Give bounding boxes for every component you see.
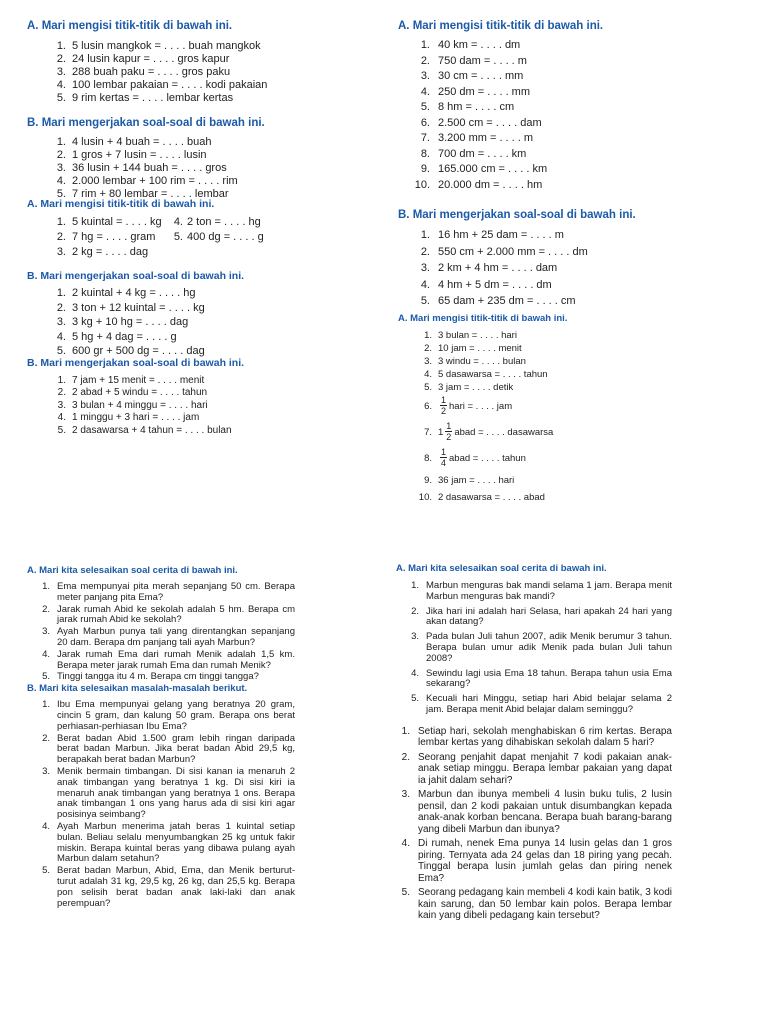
- top-right-column: [398, 18, 748, 506]
- list-item: 3. 3 kg + 10 hg = . . . . dag: [56, 316, 189, 328]
- list-item: 2. Seorang penjahit dapat menjahit 7 kodi pakaian anak-anak setiap minggu. Berapa lembar pakaian yang dapat ia jahit dalam sehari?: [401, 751, 672, 786]
- exercise-list: [27, 40, 367, 105]
- list-item: 3. 36 lusin + 144 buah = . . . . gros: [56, 162, 227, 174]
- list-item: 4. Sewindu lagi usia Ema 18 tahun. Berapa tahun usia Ema sekarang?: [411, 667, 672, 690]
- list-item: 4. Di rumah, nenek Ema punya 14 lusin gelas dan 1 gros piring. Ternyata ada 24 gelas dan 18 piring yang pecah. Tinggal berapa lusin jumlah gelas dan piring nenek Ema?: [401, 838, 672, 884]
- bottom-left-column: [27, 564, 295, 910]
- list-item: 5. 400 dg = . . . . g: [173, 231, 264, 243]
- story-list: [27, 700, 295, 909]
- list-item: 3. 3 bulan + 4 minggu = . . . . hari: [57, 399, 208, 411]
- list-item: 5. Berat badan Marbun, Abid, Ema, dan Menik berturut-turut adalah 31 kg, 29,5 kg, 26 kg, dan 25,5 kg. Berapa pon selisih berat badan anak laki-laki dan anak perempuan?: [42, 865, 295, 909]
- section-heading: B. Mari mengerjakan soal-soal di bawah ini.: [27, 270, 245, 282]
- list-item: 9. 165.000 cm = . . . . km: [420, 163, 548, 175]
- list-item: 5. 7 rim + 80 lembar = . . . . lembar: [56, 188, 229, 200]
- list-item: 9. 36 jam = . . . . hari: [424, 474, 515, 486]
- bottom-right-column: [396, 562, 672, 925]
- list-item: 1. 40 km = . . . . dm: [420, 39, 521, 51]
- list-item: 2. 3 ton + 12 kuintal = . . . . kg: [56, 301, 205, 314]
- list-item: 4. 2 ton = . . . . hg: [173, 216, 261, 228]
- section-heading: B. Mari mengerjakan soal-soal di bawah ini.: [27, 356, 245, 369]
- list-item: 1. Ibu Ema mempunyai gelang yang beratnya 20 gram, cincin 5 gram, dan kalung 50 gram. Berapa ons berat perhiasan-perhiasan Ibu Ema?: [42, 699, 295, 732]
- list-item: 3. Pada bulan Juli tahun 2007, adik Menik berumur 3 tahun. Berapa bulan umur adik Menik pada bulan Juli tahun 2008?: [411, 631, 672, 664]
- list-item: 1. 16 hm + 25 dam = . . . . m: [420, 229, 564, 241]
- list-item: 5. 2 dasawarsa + 4 tahun = . . . . bulan: [57, 424, 232, 436]
- fraction: $\frac{1}{4}$: [441, 447, 447, 469]
- list-item: 1. 7 jam + 15 menit = . . . . menit: [57, 374, 205, 386]
- list-item: 4. Jarak rumah Ema dari rumah Menik adalah 1,5 km. Berapa meter jarak rumah Ema dan rumah Menik?: [42, 648, 295, 671]
- list-item: 5. 3 jam = . . . . detik: [424, 381, 514, 393]
- section-heading: A. Mari mengisi titik-titik di bawah ini.: [27, 198, 215, 210]
- list-item: 2. 750 dam = . . . . m: [420, 54, 527, 67]
- section-heading: B. Mari kita selesaikan masalah-masalah berikut.: [27, 683, 248, 695]
- fraction: $\frac{1}{2}$: [446, 421, 452, 443]
- exercise-list: [398, 38, 748, 193]
- section-heading: A. Mari kita selesaikan soal cerita di bawah ini.: [396, 563, 607, 574]
- list-item: 7. 3.200 mm = . . . . m: [420, 132, 534, 144]
- list-item: 3. 2 kg = . . . . dag: [56, 246, 149, 258]
- section-heading: A. Mari kita selesaikan soal cerita di bawah ini.: [27, 565, 238, 576]
- list-item: 1. 4 lusin + 4 buah = . . . . buah: [56, 136, 212, 148]
- list-item: 4. Ayah Marbun menerima jatah beras 1 kuintal setiap bulan. Beliau selalu menyumbangkan 25 kg untuk fakir miskin. Berapa kuintal beras yang dibawa pulang ayah Marbun dalam setahun?: [42, 820, 295, 865]
- list-item: 10. 2 dasawarsa = . . . . abad: [418, 491, 545, 503]
- list-item: 2. Jarak rumah Abid ke sekolah adalah 5 hm. Berapa cm jarak rumah Abid ke sekolah?: [42, 603, 295, 626]
- list-item: 4. 2.000 lembar + 100 rim = . . . . rim: [56, 175, 238, 187]
- list-item: 1. 2 kuintal + 4 kg = . . . . hg: [56, 287, 196, 299]
- exercise-list: [27, 286, 367, 359]
- list-item: 1. 5 kuintal = . . . . kg: [56, 216, 162, 228]
- section-heading: A. Mari mengisi titik-titik di bawah ini.: [27, 20, 233, 32]
- section-heading: B. Mari mengerjakan soal-soal di bawah ini.: [398, 209, 636, 221]
- list-item: 4. 5 dasawarsa = . . . . tahun: [424, 368, 548, 380]
- list-item: 1. Marbun menguras bak mandi selama 1 jam. Berapa menit Marbun menguras bak mandi?: [411, 580, 672, 602]
- list-item: 2. Jika hari ini adalah hari Selasa, hari apakah 24 hari yang akan datang?: [411, 605, 672, 628]
- list-item: 6. 2.500 cm = . . . . dam: [420, 116, 542, 129]
- top-left-column: [27, 18, 367, 437]
- list-item: 5. Tinggi tangga itu 4 m. Berapa cm tinggi tangga?: [42, 671, 259, 683]
- list-item: 1. 3 bulan = . . . . hari: [424, 329, 517, 341]
- list-item: 4. 250 dm = . . . . mm: [420, 85, 531, 98]
- list-item: 3. 3 windu = . . . . bulan: [424, 355, 526, 367]
- time-exercise-block: [398, 312, 748, 506]
- list-item: 2. 7 hg = . . . . gram: [56, 231, 156, 243]
- list-item: 2. 550 cm + 2.000 mm = . . . . dm: [420, 245, 588, 258]
- list-item: 1. 5 lusin mangkok = . . . . buah mangkok: [56, 40, 261, 52]
- section-heading: B. Mari mengerjakan soal-soal di bawah ini.: [27, 117, 265, 129]
- list-item: 2. 10 jam = . . . . menit: [424, 342, 522, 354]
- list-item: 3. 2 km + 4 hm = . . . . dam: [420, 262, 558, 274]
- list-item: 4. 100 lembar pakaian = . . . . kodi pakaian: [56, 79, 268, 91]
- exercise-list: [398, 329, 748, 506]
- fraction: $\frac{1}{2}$: [441, 395, 447, 417]
- story-list: [396, 726, 672, 922]
- section-heading: A. Mari mengisi titik-titik di bawah ini.: [398, 20, 604, 32]
- exercise-list: [27, 136, 367, 201]
- list-item: 3. 288 buah paku = . . . . gros paku: [56, 66, 231, 78]
- section-heading: A. Mari mengisi titik-titik di bawah ini.: [398, 312, 568, 324]
- list-item: 2. 1 gros + 7 lusin = . . . . lusin: [56, 149, 207, 161]
- list-item: 5. Seorang pedagang kain membeli 4 kodi kain batik, 3 kodi kain sarung, dan 50 lembar kain polos. Berapa lembar kain yang dibeli pedagang kain tersebut?: [401, 887, 672, 922]
- list-item: 5. 8 hm = . . . . cm: [420, 101, 515, 113]
- list-item: 2. Berat badan Abid 1.500 gram lebih ringan daripada berat badan Marbun. Jika berat badan Abid 29,5 kg, berapakah berat badan Marbun?: [42, 732, 295, 766]
- exercise-list: [27, 375, 367, 438]
- list-item: 2. 2 abad + 5 windu = . . . . tahun: [57, 387, 208, 398]
- list-item: 8. 700 dm = . . . . km: [420, 147, 527, 160]
- list-item: 5. 600 gr + 500 dg = . . . . dag: [56, 345, 205, 357]
- exercise-list-two-col: [27, 215, 367, 263]
- list-item: 5. 9 rim kertas = . . . . lembar kertas: [56, 92, 234, 104]
- list-item: 8. $\frac{1}{4}$ abad = . . . . tahun: [424, 447, 526, 469]
- list-item: 3. Marbun dan ibunya membeli 4 lusin buku tulis, 2 lusin pensil, dan 2 kodi pakaian untuk disumbangkan kepada anak-anak korban bencana. Berapa buah barang-barang yang dibeli Marbun dan ibunya?: [401, 789, 672, 835]
- exercise-list: [398, 227, 748, 310]
- list-item: 1. Setiap hari, sekolah menghabiskan 6 rim kertas. Berapa lembar kertas yang dihabiskan sekolah dalam 5 hari?: [401, 725, 672, 749]
- list-item: 3. Menik bermain timbangan. Di sisi kanan ia menaruh 2 anak timbangan yang beratnya 1 kg. Di sisi kiri ia menaruh anak timbangan yang beratnya 1 ons. Berapa anak timbangan 1 ons yang harus ada di sisi kiri agar posisinya seimbang?: [42, 765, 295, 821]
- list-item: 7. 1 $\frac{1}{2}$ abad = . . . . dasawarsa: [424, 421, 554, 443]
- list-item: 4. 4 hm + 5 dm = . . . . dm: [420, 278, 552, 291]
- list-item: 10. 20.000 dm = . . . . hm: [414, 178, 543, 191]
- list-item: 2. 24 lusin kapur = . . . . gros kapur: [56, 53, 230, 65]
- story-list: [27, 582, 295, 683]
- list-item: 3. Ayah Marbun punya tali yang direntangkan sepanjang 20 dam. Berapa dm panjang tali ayah Marbun?: [42, 626, 295, 648]
- list-item: 5. Kecuali hari Minggu, setiap hari Abid belajar selama 2 jam. Berapa menit Abid belajar dalam seminggu?: [411, 693, 672, 715]
- list-item: 6. $\frac{1}{2}$ hari = . . . . jam: [424, 395, 513, 417]
- list-item: 4. 1 minggu + 3 hari = . . . . jam: [57, 412, 200, 423]
- list-item: 5. 65 dam + 235 dm = . . . . cm: [420, 295, 576, 307]
- list-item: 3. 30 cm = . . . . mm: [420, 70, 524, 82]
- list-item: 1. Ema mempunyai pita merah sepanjang 50 cm. Berapa meter panjang pita Ema?: [42, 581, 295, 603]
- story-list: [396, 581, 672, 716]
- list-item: 4. 5 hg + 4 dag = . . . . g: [56, 330, 177, 343]
